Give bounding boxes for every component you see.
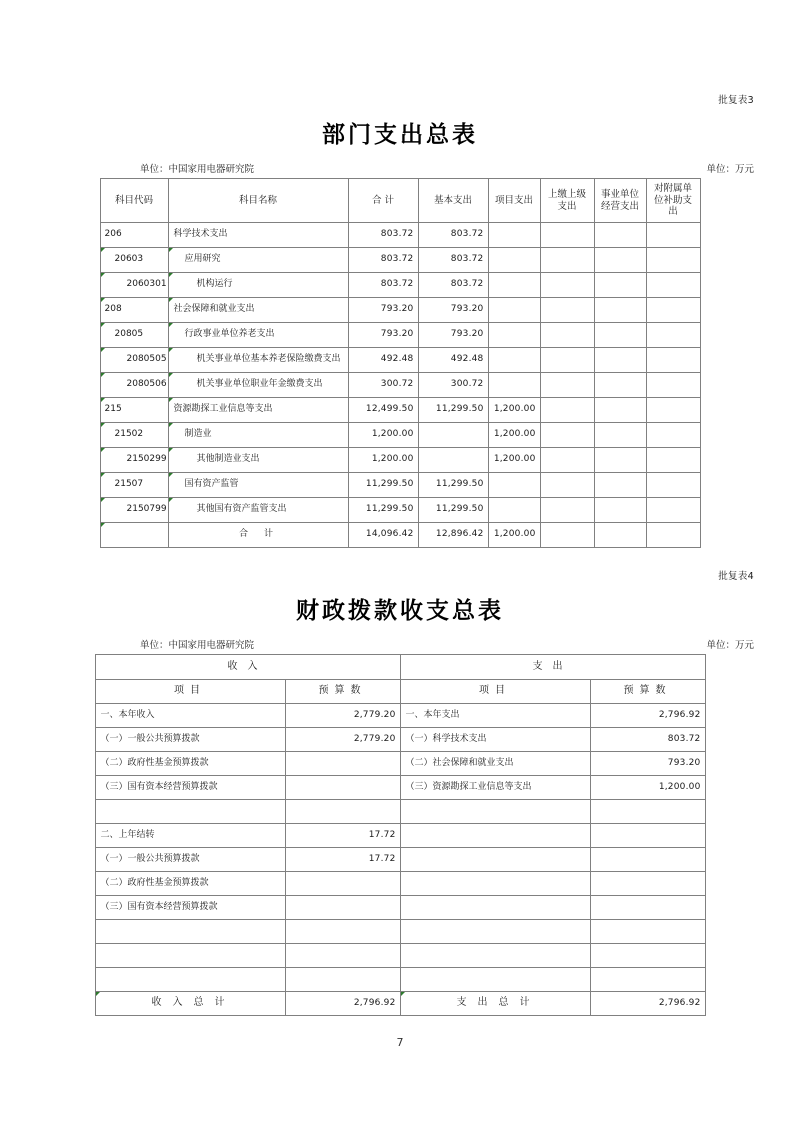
cell-project-expenditure — [488, 373, 540, 398]
cell-upper-remittance — [540, 373, 594, 398]
cell-expense-budget — [590, 872, 705, 896]
column-header-subsidy: 对附属单位补助支出 — [646, 179, 700, 223]
cell-subject-name: 其他国有资产监管支出 — [168, 498, 348, 523]
cell-income-budget — [285, 896, 400, 920]
cell-business-expenditure — [594, 298, 646, 323]
cell-upper-remittance — [540, 348, 594, 373]
total-row-upper — [540, 523, 594, 548]
table-row — [100, 423, 700, 448]
cell-expense-item: （一）科学技术支出 — [400, 728, 590, 752]
cell-subject-code: 208 — [100, 298, 168, 323]
table-row — [95, 968, 705, 992]
cell-project-expenditure — [488, 298, 540, 323]
column-header-upper: 上缴上级支出 — [540, 179, 594, 223]
cell-income-budget: 17.72 — [285, 824, 400, 848]
group-header-expense: 支出 — [400, 655, 705, 680]
cell-expense-budget — [590, 800, 705, 824]
page-title-table2: 财政拨款收支总表 — [296, 597, 504, 624]
cell-project-expenditure: 1,200.00 — [488, 423, 540, 448]
cell-income-budget: 2,779.20 — [285, 704, 400, 728]
cell-subsidy-expenditure — [646, 373, 700, 398]
page-title-table1: 部门支出总表 — [322, 121, 478, 148]
cell-business-expenditure — [594, 473, 646, 498]
cell-basic-expenditure: 793.20 — [418, 298, 488, 323]
cell-subsidy-expenditure — [646, 223, 700, 248]
income-total-label: 收入总计 — [95, 992, 285, 1016]
cell-subject-code: 215 — [100, 398, 168, 423]
group-header-income: 收入 — [95, 655, 400, 680]
cell-subject-name: 其他制造业支出 — [168, 448, 348, 473]
cell-subject-name: 应用研究 — [168, 248, 348, 273]
table-row — [95, 896, 705, 920]
cell-basic-expenditure: 803.72 — [418, 273, 488, 298]
cell-income-budget — [285, 776, 400, 800]
table-row — [100, 448, 700, 473]
cell-basic-expenditure: 11,299.50 — [418, 473, 488, 498]
sheet-tag-table1: 批复表3 — [718, 95, 754, 106]
cell-income-item — [95, 800, 285, 824]
column-header-income-item: 项目 — [95, 680, 285, 704]
total-row-total: 14,096.42 — [348, 523, 418, 548]
cell-income-item: （三）国有资本经营预算拨款 — [95, 896, 285, 920]
cell-expense-item — [400, 872, 590, 896]
cell-income-item — [95, 944, 285, 968]
cell-business-expenditure — [594, 423, 646, 448]
cell-subject-code: 2080506 — [100, 373, 168, 398]
cell-income-budget — [285, 920, 400, 944]
cell-subsidy-expenditure — [646, 498, 700, 523]
table-column-header-row — [95, 680, 705, 704]
cell-expense-item — [400, 968, 590, 992]
cell-subject-code: 21502 — [100, 423, 168, 448]
cell-income-item: 二、上年结转 — [95, 824, 285, 848]
cell-expense-item — [400, 824, 590, 848]
cell-expense-budget — [590, 968, 705, 992]
cell-subject-code: 2060301 — [100, 273, 168, 298]
column-header-expense-budget: 预算数 — [590, 680, 705, 704]
cell-subject-code: 206 — [100, 223, 168, 248]
cell-income-budget — [285, 752, 400, 776]
cell-subsidy-expenditure — [646, 398, 700, 423]
total-row-label: 合计 — [168, 523, 348, 548]
table-row — [100, 323, 700, 348]
dept-expenditure-table — [100, 178, 701, 548]
cell-income-budget: 2,779.20 — [285, 728, 400, 752]
cell-subject-name: 机构运行 — [168, 273, 348, 298]
cell-basic-expenditure: 793.20 — [418, 323, 488, 348]
table-row — [100, 498, 700, 523]
cell-total: 492.48 — [348, 348, 418, 373]
cell-subject-name: 国有资产监管 — [168, 473, 348, 498]
unit-line-table2 — [0, 637, 800, 651]
cell-expense-budget: 793.20 — [590, 752, 705, 776]
cell-project-expenditure — [488, 273, 540, 298]
table-row — [100, 248, 700, 273]
cell-expense-item — [400, 920, 590, 944]
total-row-business — [594, 523, 646, 548]
table-row — [95, 872, 705, 896]
column-header-income-budget: 预算数 — [285, 680, 400, 704]
income-total-value: 2,796.92 — [285, 992, 400, 1016]
cell-subsidy-expenditure — [646, 298, 700, 323]
table-row — [100, 373, 700, 398]
table-row — [95, 776, 705, 800]
cell-expense-budget — [590, 920, 705, 944]
cell-project-expenditure — [488, 498, 540, 523]
table-header-row — [100, 179, 700, 223]
cell-income-budget — [285, 968, 400, 992]
table-row — [95, 800, 705, 824]
cell-total: 793.20 — [348, 298, 418, 323]
table-row — [95, 848, 705, 872]
table-row — [95, 944, 705, 968]
cell-total: 803.72 — [348, 248, 418, 273]
cell-income-budget — [285, 800, 400, 824]
cell-subject-code: 20603 — [100, 248, 168, 273]
cell-total: 793.20 — [348, 323, 418, 348]
cell-project-expenditure: 1,200.00 — [488, 398, 540, 423]
cell-upper-remittance — [540, 248, 594, 273]
cell-subject-name: 机关事业单位职业年金缴费支出 — [168, 373, 348, 398]
cell-expense-budget — [590, 944, 705, 968]
unit-org-label-table2: 单位：中国家用电器研究院 — [140, 640, 255, 651]
cell-expense-budget — [590, 824, 705, 848]
column-header-basic: 基本支出 — [418, 179, 488, 223]
cell-business-expenditure — [594, 273, 646, 298]
table-row — [95, 752, 705, 776]
cell-business-expenditure — [594, 498, 646, 523]
column-header-expense-item: 项目 — [400, 680, 590, 704]
cell-business-expenditure — [594, 373, 646, 398]
cell-subject-code: 2150299 — [100, 448, 168, 473]
cell-basic-expenditure — [418, 423, 488, 448]
cell-income-item: 一、本年收入 — [95, 704, 285, 728]
cell-upper-remittance — [540, 223, 594, 248]
cell-expense-item: （二）社会保障和就业支出 — [400, 752, 590, 776]
cell-subject-name: 社会保障和就业支出 — [168, 298, 348, 323]
cell-subject-name: 行政事业单位养老支出 — [168, 323, 348, 348]
table-group-header-row — [95, 655, 705, 680]
cell-subsidy-expenditure — [646, 323, 700, 348]
sheet-tag-table2: 批复表4 — [718, 571, 754, 582]
cell-basic-expenditure — [418, 448, 488, 473]
table-row — [100, 398, 700, 423]
cell-subject-code: 20805 — [100, 323, 168, 348]
cell-subject-name: 科学技术支出 — [168, 223, 348, 248]
expense-total-value: 2,796.92 — [590, 992, 705, 1016]
cell-upper-remittance — [540, 398, 594, 423]
expense-total-label: 支出总计 — [400, 992, 590, 1016]
cell-subsidy-expenditure — [646, 423, 700, 448]
section-dept-expenditure — [0, 92, 800, 548]
cell-income-budget: 17.72 — [285, 848, 400, 872]
cell-income-budget — [285, 944, 400, 968]
page-number: 7 — [396, 1036, 404, 1049]
cell-income-item: （二）政府性基金预算拨款 — [95, 872, 285, 896]
cell-income-item: （二）政府性基金预算拨款 — [95, 752, 285, 776]
cell-subsidy-expenditure — [646, 473, 700, 498]
cell-income-item: （一）一般公共预算拨款 — [95, 728, 285, 752]
table-total-row — [95, 992, 705, 1016]
cell-income-item: （三）国有资本经营预算拨款 — [95, 776, 285, 800]
section-fiscal-appropriation — [0, 568, 800, 1016]
cell-upper-remittance — [540, 473, 594, 498]
cell-business-expenditure — [594, 248, 646, 273]
table-row — [95, 920, 705, 944]
cell-subject-name: 机关事业单位基本养老保险缴费支出 — [168, 348, 348, 373]
table-row — [100, 348, 700, 373]
cell-income-item — [95, 920, 285, 944]
table-row — [100, 473, 700, 498]
unit-line-table1 — [0, 161, 800, 175]
cell-expense-budget: 2,796.92 — [590, 704, 705, 728]
cell-expense-item: （三）资源勘探工业信息等支出 — [400, 776, 590, 800]
unit-amount-label-table1: 单位：万元 — [706, 164, 754, 175]
cell-total: 1,200.00 — [348, 423, 418, 448]
cell-business-expenditure — [594, 223, 646, 248]
cell-total: 803.72 — [348, 223, 418, 248]
cell-subject-code: 2150799 — [100, 498, 168, 523]
column-header-code: 科目代码 — [100, 179, 168, 223]
cell-basic-expenditure: 11,299.50 — [418, 498, 488, 523]
cell-subject-code: 2080505 — [100, 348, 168, 373]
cell-business-expenditure — [594, 323, 646, 348]
cell-business-expenditure — [594, 348, 646, 373]
cell-upper-remittance — [540, 298, 594, 323]
cell-income-item: （一）一般公共预算拨款 — [95, 848, 285, 872]
cell-expense-budget — [590, 848, 705, 872]
cell-subsidy-expenditure — [646, 248, 700, 273]
cell-total: 300.72 — [348, 373, 418, 398]
cell-subject-name: 资源勘探工业信息等支出 — [168, 398, 348, 423]
cell-upper-remittance — [540, 323, 594, 348]
cell-expense-item — [400, 944, 590, 968]
cell-total: 12,499.50 — [348, 398, 418, 423]
cell-project-expenditure: 1,200.00 — [488, 448, 540, 473]
cell-expense-budget: 1,200.00 — [590, 776, 705, 800]
cell-upper-remittance — [540, 273, 594, 298]
cell-basic-expenditure: 803.72 — [418, 223, 488, 248]
cell-expense-item — [400, 800, 590, 824]
column-header-total: 合 计 — [348, 179, 418, 223]
table-total-row — [100, 523, 700, 548]
table-row — [95, 704, 705, 728]
total-row-subsidy — [646, 523, 700, 548]
unit-amount-label-table2: 单位：万元 — [706, 640, 754, 651]
table-row — [95, 824, 705, 848]
fiscal-appropriation-table — [95, 654, 706, 1016]
cell-basic-expenditure: 300.72 — [418, 373, 488, 398]
cell-expense-budget — [590, 896, 705, 920]
cell-subsidy-expenditure — [646, 448, 700, 473]
cell-project-expenditure — [488, 473, 540, 498]
column-header-business: 事业单位经营支出 — [594, 179, 646, 223]
table-row — [100, 273, 700, 298]
cell-basic-expenditure: 803.72 — [418, 248, 488, 273]
cell-subsidy-expenditure — [646, 273, 700, 298]
cell-total: 803.72 — [348, 273, 418, 298]
cell-subject-code: 21507 — [100, 473, 168, 498]
cell-subsidy-expenditure — [646, 348, 700, 373]
cell-upper-remittance — [540, 448, 594, 473]
cell-expense-item — [400, 896, 590, 920]
total-row-basic: 12,896.42 — [418, 523, 488, 548]
unit-org-label-table1: 单位：中国家用电器研究院 — [140, 164, 255, 175]
cell-subject-name: 制造业 — [168, 423, 348, 448]
cell-project-expenditure — [488, 248, 540, 273]
cell-upper-remittance — [540, 498, 594, 523]
total-row-project: 1,200.00 — [488, 523, 540, 548]
cell-total: 1,200.00 — [348, 448, 418, 473]
cell-income-item — [95, 968, 285, 992]
cell-total: 11,299.50 — [348, 473, 418, 498]
table-row — [100, 298, 700, 323]
column-header-project: 项目支出 — [488, 179, 540, 223]
table-row — [95, 728, 705, 752]
cell-expense-item — [400, 848, 590, 872]
cell-business-expenditure — [594, 398, 646, 423]
cell-project-expenditure — [488, 348, 540, 373]
cell-income-budget — [285, 872, 400, 896]
cell-project-expenditure — [488, 223, 540, 248]
cell-expense-budget: 803.72 — [590, 728, 705, 752]
cell-upper-remittance — [540, 423, 594, 448]
cell-basic-expenditure: 11,299.50 — [418, 398, 488, 423]
table-row — [100, 223, 700, 248]
cell-business-expenditure — [594, 448, 646, 473]
cell-basic-expenditure: 492.48 — [418, 348, 488, 373]
total-row-code-cell — [100, 523, 168, 548]
cell-total: 11,299.50 — [348, 498, 418, 523]
column-header-name: 科目名称 — [168, 179, 348, 223]
cell-project-expenditure — [488, 323, 540, 348]
cell-expense-item: 一、本年支出 — [400, 704, 590, 728]
